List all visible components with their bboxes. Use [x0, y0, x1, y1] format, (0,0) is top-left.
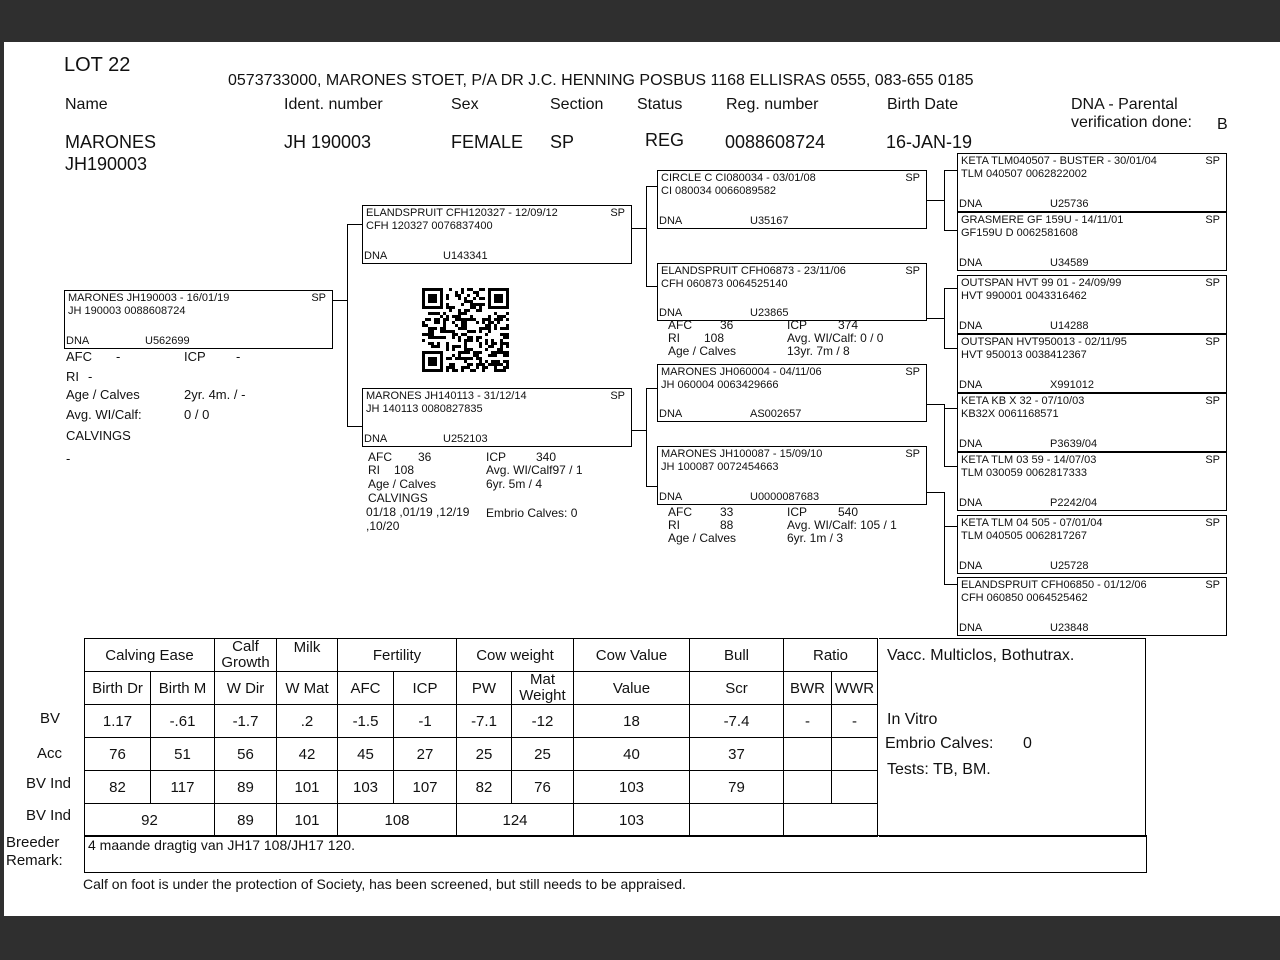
dam-ri-value: 108	[394, 463, 415, 477]
ggp-section: SP	[1205, 454, 1220, 466]
sire-title: ELANDSPRUIT CFH120327 - 12/09/12	[366, 207, 558, 219]
ggp-ids: CFH 060850 0064525462	[961, 592, 1088, 604]
gp2-icp-label: ICP	[787, 318, 808, 332]
column-header: PW	[457, 672, 512, 705]
ggp-title: ELANDSPRUIT CFH06850 - 01/12/06	[961, 579, 1147, 591]
bv-ind-row	[85, 771, 878, 804]
ggp-ids: TLM 040507 0062822002	[961, 168, 1087, 180]
dam-title: MARONES JH140113 - 31/12/14	[366, 390, 527, 402]
embrio-value: 0	[1023, 735, 1032, 752]
dam-dna-label: DNA	[364, 433, 388, 445]
ggp-ids: HVT 990001 0043316462	[961, 290, 1087, 302]
connector	[926, 404, 944, 405]
dna-verification-value: B	[1217, 116, 1228, 133]
connector	[332, 300, 347, 301]
table-cell: 56	[215, 738, 277, 771]
dam-wi: Avg. WI/Calf97 / 1	[486, 463, 583, 477]
icp-label: ICP	[184, 349, 206, 364]
great-grandparent-box	[957, 515, 1227, 574]
wi-label: Avg. WI/Calf:	[66, 407, 142, 422]
ggp-ids: TLM 040505 0062817267	[961, 530, 1087, 542]
qr-code-icon	[422, 288, 510, 372]
connector	[944, 466, 957, 467]
gp-title: MARONES JH060004 - 04/11/06	[661, 366, 822, 378]
great-grandparent-box	[957, 153, 1227, 212]
table-cell: -7.4	[690, 705, 784, 738]
connector	[926, 318, 944, 319]
ggp-dna-label: DNA	[959, 560, 983, 572]
row-label-bv-ind: BV Ind	[26, 775, 72, 792]
value-ident: JH 190003	[284, 132, 372, 152]
ggp-section: SP	[1205, 155, 1220, 167]
table-cell	[832, 738, 878, 771]
value-reg: 0088608724	[725, 132, 826, 152]
ggp-title: KETA TLM040507 - BUSTER - 30/01/04	[961, 155, 1157, 167]
grandparent-box	[657, 446, 927, 505]
group-header: Calf Growth	[215, 639, 277, 672]
age-value: 2yr. 4m. / -	[184, 387, 246, 402]
connector	[944, 492, 945, 584]
great-grandparent-box	[957, 577, 1227, 636]
row-label-acc: Acc	[37, 745, 63, 762]
dam-afc-value: 36	[418, 450, 432, 464]
connector	[347, 224, 363, 225]
ggp-dna-value: U25728	[1050, 560, 1089, 572]
gp-dna-label: DNA	[659, 408, 683, 420]
ggp-title: OUTSPAN HVT 99 01 - 24/09/99	[961, 277, 1122, 289]
grandparent-box	[657, 364, 927, 422]
connector	[944, 404, 945, 466]
label-dna-2: verification done:	[1071, 114, 1192, 131]
ggp-dna-label: DNA	[959, 497, 983, 509]
great-grandparent-box	[957, 275, 1227, 334]
ggp-dna-value: X991012	[1050, 379, 1095, 391]
ggp-dna-value: U23848	[1050, 622, 1089, 634]
wi-value: 0 / 0	[184, 407, 210, 422]
dam-calvings-label: CALVINGS	[368, 491, 428, 505]
connector	[944, 526, 957, 527]
table-cell: 82	[85, 771, 151, 804]
ggp-dna-label: DNA	[959, 320, 983, 332]
ggp-title: KETA TLM 04 505 - 07/01/04	[961, 517, 1103, 529]
table-cell: 82	[457, 771, 512, 804]
table-cell: -1.7	[215, 705, 277, 738]
column-header: BWR	[784, 672, 832, 705]
gp-section: SP	[905, 172, 920, 184]
dam-ri-label: RI	[368, 463, 380, 477]
gp2-age-label: Age / Calves	[668, 344, 737, 358]
sire-section: SP	[610, 207, 625, 219]
ggp-dna-value: P2242/04	[1050, 497, 1098, 509]
group-header: Cow Value	[574, 639, 690, 672]
table-cell: 25	[512, 738, 574, 771]
label-birth: Birth Date	[887, 96, 959, 113]
table-cell: 27	[394, 738, 457, 771]
breeding-values-table	[84, 638, 878, 837]
table-cell: 103	[574, 771, 690, 804]
table-cell: 25	[457, 738, 512, 771]
ggp-title: OUTSPAN HVT950013 - 02/11/95	[961, 336, 1127, 348]
ggp-section: SP	[1205, 579, 1220, 591]
table-cell: 45	[338, 738, 394, 771]
ggp-dna-value: U25736	[1050, 198, 1089, 210]
dam-calvings-2: ,10/20	[366, 519, 400, 533]
dam-box	[362, 388, 632, 447]
ri-label: RI	[66, 369, 79, 384]
vaccination: Vacc. Multiclos, Bothutrax.	[887, 647, 1075, 664]
dam-calvings-1: 01/18 ,01/19 ,12/19	[366, 505, 470, 519]
remark-label-2: Remark:	[6, 852, 63, 869]
connector	[347, 426, 363, 427]
grandparent-box	[657, 263, 927, 321]
gp2-wi: Avg. WI/Calf: 0 / 0	[787, 331, 884, 345]
connector	[944, 230, 957, 231]
table-cell: 89	[215, 771, 277, 804]
ggp-dna-label: DNA	[959, 622, 983, 634]
gp-section: SP	[905, 265, 920, 277]
table-cell: 51	[151, 738, 215, 771]
ggp-section: SP	[1205, 395, 1220, 407]
connector	[944, 288, 945, 348]
dam-stats	[366, 450, 636, 540]
connector	[926, 200, 944, 201]
gp-dna-value: U35167	[750, 215, 789, 227]
ggp-ids: TLM 030059 0062817333	[961, 467, 1087, 479]
gp2-stats	[668, 318, 928, 362]
dam-dna-value: U252103	[443, 433, 488, 445]
label-ident: Ident. number	[284, 96, 383, 113]
group-header: Calving Ease	[85, 639, 215, 672]
ggp-dna-value: P3639/04	[1050, 438, 1098, 450]
gp-ids: JH 060004 0063429666	[661, 379, 779, 391]
afc-label: AFC	[66, 349, 92, 364]
sire-dna-label: DNA	[364, 250, 388, 262]
table-cell: 103	[574, 804, 690, 837]
connector	[944, 170, 945, 230]
gp4-stats	[668, 505, 938, 549]
column-header: WWR	[832, 672, 878, 705]
gp-section: SP	[905, 448, 920, 460]
connector	[944, 584, 957, 585]
gp2-ri-value: 108	[704, 331, 725, 345]
table-cell: 108	[338, 804, 457, 837]
value-section: SP	[550, 132, 575, 152]
age-label: Age / Calves	[66, 387, 140, 402]
table-cell: 92	[85, 804, 215, 837]
sire-ids: CFH 120327 0076837400	[366, 220, 493, 232]
column-header: ICP	[394, 672, 457, 705]
gp-title: MARONES JH100087 - 15/09/10	[661, 448, 823, 460]
table-cell: 37	[690, 738, 784, 771]
dam-icp-label: ICP	[486, 450, 507, 464]
value-name-1: MARONES	[65, 132, 157, 152]
ggp-section: SP	[1205, 214, 1220, 226]
table-cell: 42	[277, 738, 338, 771]
column-header: Birth M	[151, 672, 215, 705]
ggp-dna-label: DNA	[959, 257, 983, 269]
ggp-section: SP	[1205, 517, 1220, 529]
table-cell	[690, 804, 784, 837]
table-cell: 89	[215, 804, 277, 837]
table-cell	[784, 804, 878, 837]
ggp-ids: HVT 950013 0038412367	[961, 349, 1087, 361]
table-cell: 103	[338, 771, 394, 804]
table-cell: 1.17	[85, 705, 151, 738]
dam-ids: JH 140113 0080827835	[366, 403, 483, 415]
gp-dna-label: DNA	[659, 307, 683, 319]
connector	[347, 224, 348, 426]
gp2-ri-label: RI	[668, 331, 680, 345]
group-header: Fertility	[338, 639, 457, 672]
table-cell: -1.5	[338, 705, 394, 738]
column-header: Value	[574, 672, 690, 705]
column-header: Mat Weight	[512, 672, 574, 705]
ggp-section: SP	[1205, 277, 1220, 289]
tests: Tests: TB, BM.	[887, 761, 991, 778]
animal-section: SP	[311, 292, 326, 304]
owner-line: 0573733000, MARONES STOET, P/A DR J.C. HENNING POSBUS 1168 ELLISRAS 0555, 083-655 0185	[228, 72, 974, 89]
gp-ids: CFH 060873 0064525140	[661, 278, 788, 290]
connector	[926, 492, 944, 493]
ggp-ids: KB32X 0061168571	[961, 408, 1059, 420]
gp-dna-value: AS002657	[750, 408, 802, 420]
bv-row	[85, 705, 878, 738]
ggp-dna-value: U34589	[1050, 257, 1089, 269]
ri-value: -	[88, 369, 93, 384]
connector	[631, 228, 646, 229]
gp4-afc-label: AFC	[668, 505, 692, 519]
table-cell: 76	[512, 771, 574, 804]
sub-header-row	[85, 672, 878, 705]
dam-age-label: Age / Calves	[368, 477, 437, 491]
connector	[944, 288, 957, 289]
table-cell: 18	[574, 705, 690, 738]
gp-dna-label: DNA	[659, 215, 683, 227]
table-cell: -	[832, 705, 878, 738]
table-cell: -1	[394, 705, 457, 738]
row-label-bv: BV	[40, 710, 61, 727]
dam-icp-value: 340	[536, 450, 557, 464]
gp-section: SP	[905, 366, 920, 378]
calvings-label: CALVINGS	[66, 428, 131, 443]
in-vitro: In Vitro	[887, 711, 938, 728]
remark-label-1: Breeder	[6, 834, 60, 851]
gp4-ri-value: 88	[720, 518, 734, 532]
table-cell: 40	[574, 738, 690, 771]
table-cell: -7.1	[457, 705, 512, 738]
value-birth: 16-JAN-19	[886, 132, 973, 152]
gp4-icp-value: 540	[838, 505, 859, 519]
gp-dna-value: U23865	[750, 307, 789, 319]
gp-title: ELANDSPRUIT CFH06873 - 23/11/06	[661, 265, 846, 277]
gp-dna-value: U0000087683	[750, 491, 820, 503]
label-dna-1: DNA - Parental	[1071, 96, 1178, 113]
connector	[944, 408, 957, 409]
gp4-age-value: 6yr. 1m / 3	[787, 531, 844, 545]
group-header: Bull	[690, 639, 784, 672]
group-header-row	[85, 639, 878, 672]
grandparent-box	[657, 170, 927, 229]
animal-stats	[66, 349, 326, 469]
animal-ids: JH 190003 0088608724	[68, 305, 186, 317]
connector	[944, 170, 957, 171]
gp-dna-label: DNA	[659, 491, 683, 503]
gp4-afc-value: 33	[720, 505, 734, 519]
sire-dna-value: U143341	[443, 250, 488, 262]
table-cell: -12	[512, 705, 574, 738]
table-cell: 101	[277, 804, 338, 837]
ggp-title: KETA TLM 03 59 - 14/07/03	[961, 454, 1097, 466]
ggp-dna-label: DNA	[959, 379, 983, 391]
table-cell: 79	[690, 771, 784, 804]
value-status: REG	[645, 130, 685, 150]
gp-title: CIRCLE C CI080034 - 03/01/08	[661, 172, 816, 184]
ggp-title: GRASMERE GF 159U - 14/11/01	[961, 214, 1124, 226]
row-label-bv-ind-2: BV Ind	[26, 807, 72, 824]
ggp-dna-label: DNA	[959, 198, 983, 210]
dam-afc-label: AFC	[368, 450, 392, 464]
gp4-ri-label: RI	[668, 518, 680, 532]
dam-section: SP	[610, 390, 625, 402]
label-reg: Reg. number	[726, 96, 819, 113]
bv-ind-combined-row	[85, 804, 878, 837]
great-grandparent-box	[957, 212, 1227, 271]
connector	[631, 430, 646, 431]
table-cell	[832, 771, 878, 804]
gp2-age-value: 13yr. 7m / 8	[787, 344, 850, 358]
table-cell: -	[784, 705, 832, 738]
connector	[646, 388, 647, 486]
column-header: W Mat	[277, 672, 338, 705]
calvings-value: -	[66, 451, 71, 466]
acc-row	[85, 738, 878, 771]
gp2-afc-label: AFC	[668, 318, 692, 332]
animal-dna-label: DNA	[66, 335, 90, 347]
gp4-wi: Avg. WI/Calf: 105 / 1	[787, 518, 897, 532]
sire-box	[362, 205, 632, 264]
table-cell: 107	[394, 771, 457, 804]
column-header: Birth Dr	[85, 672, 151, 705]
certificate-page	[4, 42, 1280, 916]
table-cell: 124	[457, 804, 574, 837]
ggp-dna-label: DNA	[959, 438, 983, 450]
table-cell	[784, 771, 832, 804]
column-header: W Dir	[215, 672, 277, 705]
gp2-afc-value: 36	[720, 318, 734, 332]
afc-value: -	[116, 349, 121, 364]
great-grandparent-box	[957, 452, 1227, 511]
column-header: Scr	[690, 672, 784, 705]
group-header: Ratio	[784, 639, 878, 672]
gp4-icp-label: ICP	[787, 505, 808, 519]
dam-age-value: 6yr. 5m / 4	[486, 477, 543, 491]
label-name: Name	[65, 96, 108, 113]
remark-box	[84, 835, 1147, 873]
dam-embrio: Embrio Calves: 0	[486, 506, 578, 520]
lot-number: LOT 22	[64, 54, 131, 76]
label-status: Status	[637, 96, 683, 113]
ggp-section: SP	[1205, 336, 1220, 348]
ggp-ids: GF159U D 0062581608	[961, 227, 1078, 239]
remark-text: 4 maande dragtig van JH17 108/JH17 120.	[88, 837, 355, 853]
label-section: Section	[550, 96, 604, 113]
value-name-2: JH190003	[65, 154, 148, 174]
side-panel	[879, 638, 1146, 837]
value-sex: FEMALE	[451, 132, 524, 152]
group-header: Cow weight	[457, 639, 574, 672]
ggp-dna-value: U14288	[1050, 320, 1089, 332]
icp-value: -	[236, 349, 241, 364]
table-cell	[784, 738, 832, 771]
gp-ids: JH 100087 0072454663	[661, 461, 779, 473]
column-header: AFC	[338, 672, 394, 705]
table-cell: -.61	[151, 705, 215, 738]
table-cell: .2	[277, 705, 338, 738]
great-grandparent-box	[957, 393, 1227, 452]
footer-note: Calf on foot is under the protection of Society, has been screened, but still needs to be appraised.	[83, 876, 686, 892]
ggp-title: KETA KB X 32 - 07/10/03	[961, 395, 1085, 407]
table-cell: 101	[277, 771, 338, 804]
gp2-icp-value: 374	[838, 318, 859, 332]
embrio-label: Embrio Calves:	[885, 735, 994, 752]
animal-title: MARONES JH190003 - 16/01/19	[68, 292, 230, 304]
connector	[646, 186, 647, 286]
label-sex: Sex	[451, 96, 479, 113]
great-grandparent-box	[957, 334, 1227, 393]
table-cell: 76	[85, 738, 151, 771]
group-header: Milk	[277, 639, 338, 672]
gp4-age-label: Age / Calves	[668, 531, 737, 545]
gp-ids: CI 080034 0066089582	[661, 185, 776, 197]
animal-box	[64, 290, 333, 349]
connector	[944, 348, 957, 349]
table-cell: 117	[151, 771, 215, 804]
animal-dna-value: U562699	[145, 335, 190, 347]
